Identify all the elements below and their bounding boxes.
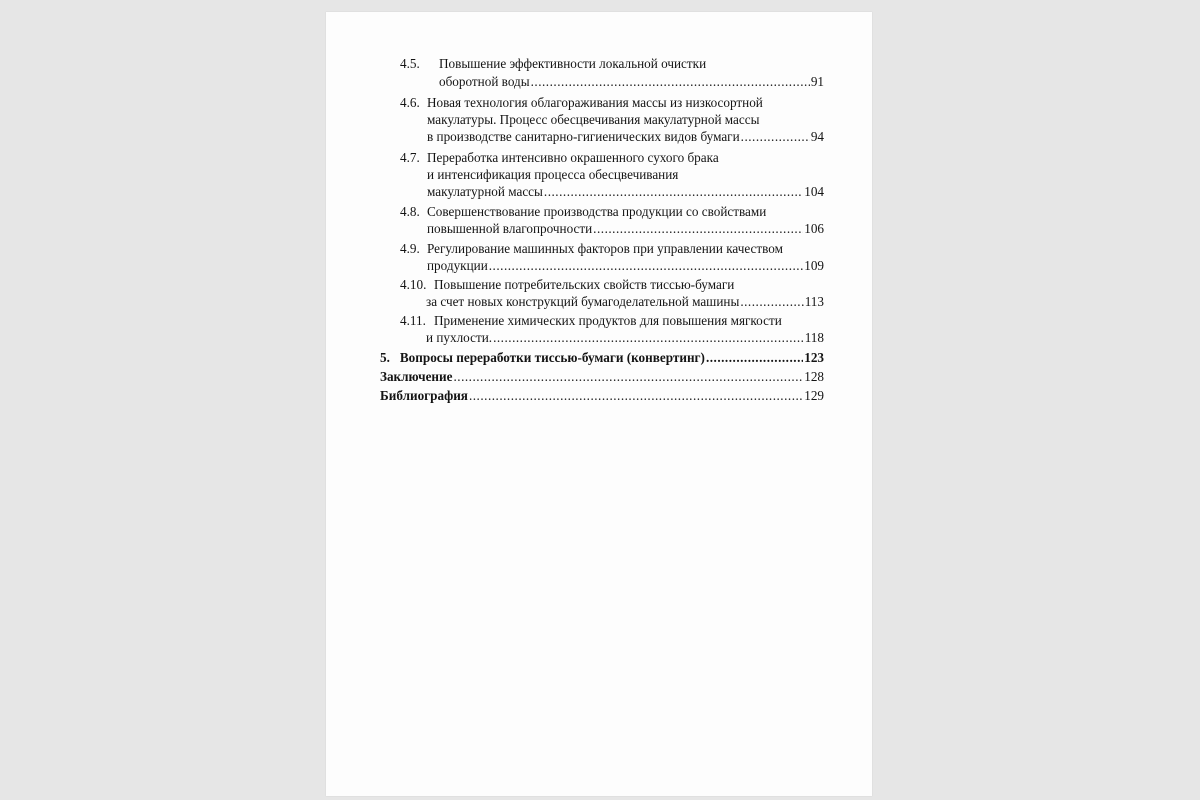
toc-entry-number: 4.8. bbox=[400, 204, 420, 219]
toc-page-number: 109 bbox=[804, 258, 824, 273]
dot-leader bbox=[544, 184, 803, 200]
toc-page-number: 123 bbox=[804, 350, 824, 365]
toc-entry-title-line: и пухлости. bbox=[426, 330, 493, 345]
dot-leader bbox=[593, 221, 803, 237]
toc-page-number: 118 bbox=[804, 330, 824, 345]
toc-entry-last-line bbox=[439, 74, 824, 90]
dot-leader bbox=[489, 258, 803, 274]
toc-chapter-5 bbox=[380, 350, 824, 366]
toc-page-number: 106 bbox=[804, 221, 824, 236]
toc-entry-title-line: Совершенствование производства продукции со свойствами bbox=[427, 204, 767, 219]
toc-entry-title-line: за счет новых конструкций бумагоделательной машины bbox=[426, 294, 740, 309]
toc-page-number: 91 bbox=[810, 74, 824, 89]
toc-bibliography bbox=[380, 388, 824, 404]
dot-leader bbox=[706, 350, 803, 366]
toc-entry-title-line: Регулирование машинных факторов при управлении качеством bbox=[427, 241, 783, 256]
toc-page-number: 128 bbox=[804, 369, 824, 384]
toc-entry-title-line: и интенсификация процесса обесцвечивания bbox=[427, 167, 679, 182]
toc-entry-number: 4.9. bbox=[400, 241, 420, 256]
toc-entry-title-line: макулатурной массы bbox=[427, 184, 543, 199]
toc-entry-title-line: продукции bbox=[427, 258, 488, 273]
toc-page-number: 113 bbox=[804, 294, 824, 309]
toc-entry-title-line: Повышение потребительских свойств тиссью-бумаги bbox=[434, 277, 735, 292]
dot-leader bbox=[493, 330, 804, 346]
dot-leader bbox=[453, 369, 803, 385]
toc-entry-title-line: Новая технология облагораживания массы из низкосортной bbox=[427, 95, 763, 110]
toc-entry-last-line bbox=[427, 258, 824, 274]
toc-entry-number: 4.11. bbox=[400, 313, 426, 328]
dot-leader bbox=[531, 74, 810, 90]
toc-chapter-title: Библиография bbox=[380, 388, 468, 403]
toc-page-number: 94 bbox=[810, 129, 824, 144]
toc-chapter-title: Заключение bbox=[380, 369, 453, 384]
toc-entry-last-line bbox=[427, 129, 824, 145]
toc-entry-last-line bbox=[426, 330, 824, 346]
dot-leader bbox=[469, 388, 803, 404]
toc-entry-last-line bbox=[427, 184, 824, 200]
dot-leader bbox=[740, 294, 803, 310]
dot-leader bbox=[741, 129, 810, 145]
toc-entry-title-line: повышенной влагопрочности bbox=[427, 221, 593, 236]
toc-entry-title-line: в производстве санитарно-гигиенических видов бумаги bbox=[427, 129, 740, 144]
toc-chapter-title: Вопросы переработки тиссью-бумаги (конвертинг) bbox=[399, 350, 705, 365]
toc-entry-last-line bbox=[426, 294, 824, 310]
toc-entry-number: 4.7. bbox=[400, 150, 420, 165]
toc-page-number: 104 bbox=[804, 184, 824, 199]
toc-entry-number: 4.5. bbox=[400, 56, 420, 71]
toc-entry-title-line: Переработка интенсивно окрашенного сухого брака bbox=[427, 150, 719, 165]
toc-entry-title-line: оборотной воды bbox=[439, 74, 530, 89]
toc-entry-number: 4.6. bbox=[400, 95, 420, 110]
toc-entry-title-line: Повышение эффективности локальной очистки bbox=[439, 56, 707, 71]
toc-conclusion bbox=[380, 369, 824, 385]
toc-entry-title-line: Применение химических продуктов для повышения мягкости bbox=[434, 313, 782, 328]
toc-entry-last-line bbox=[427, 221, 824, 237]
toc-page-number: 129 bbox=[804, 388, 824, 403]
toc-entry-title-line: макулатуры. Процесс обесцвечивания макулатурной массы bbox=[427, 112, 760, 127]
document-page bbox=[326, 12, 872, 796]
toc-entry-number: 4.10. bbox=[400, 277, 427, 292]
toc-entry-number: 5. bbox=[380, 350, 390, 365]
